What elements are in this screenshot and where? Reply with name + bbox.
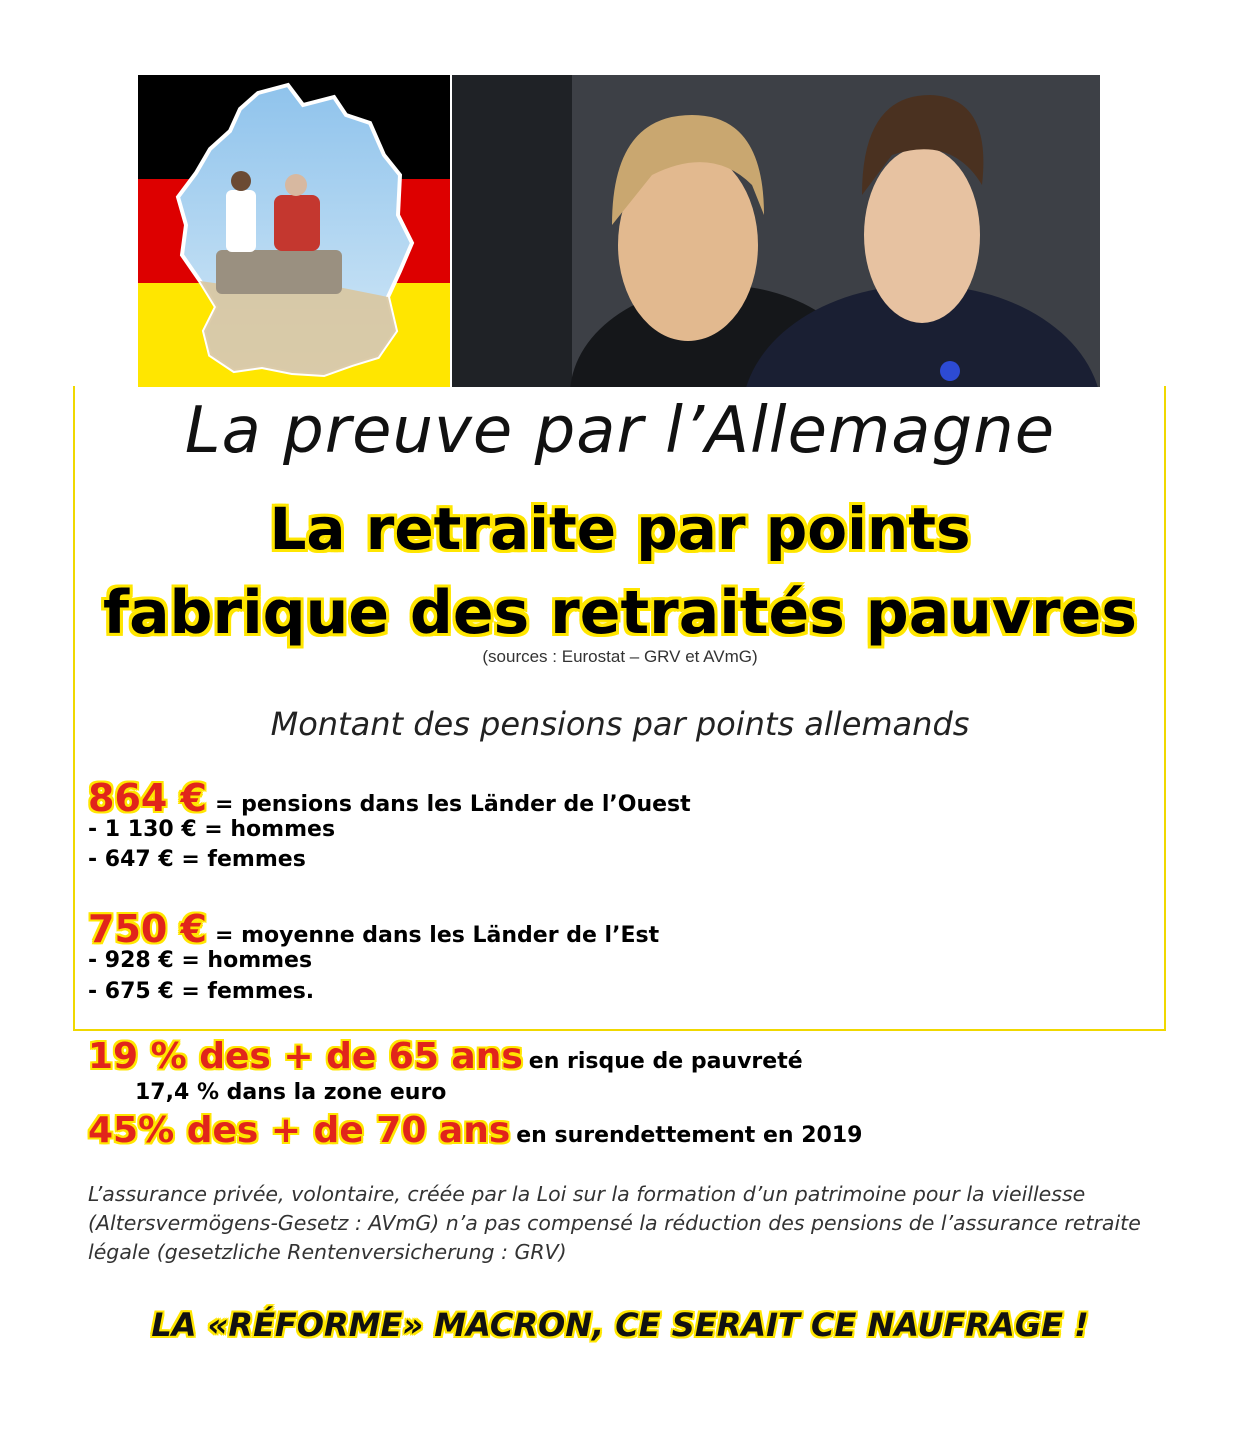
poverty-row	[88, 1036, 803, 1077]
hero-image-band	[138, 75, 1100, 387]
poverty-stat: 19 % des + de 65 ans	[88, 1036, 523, 1077]
conclusion-banner-text: LA «RÉFORME» MACRON, CE SERAIT CE NAUFRAGE !	[151, 1306, 1089, 1344]
germany-map-silhouette	[138, 75, 450, 387]
headline-line-1-text: La retraite par points	[269, 495, 971, 563]
merkel-macron-photo	[452, 75, 1100, 387]
photo-illustration	[452, 75, 1100, 387]
west-pension-row	[88, 776, 691, 820]
germany-map-flag-image	[138, 75, 450, 387]
headline-line-1	[0, 495, 1240, 563]
west-women: - 647 € = femmes	[88, 847, 306, 872]
east-pension-row	[88, 907, 659, 951]
headline-line-2	[0, 578, 1240, 648]
explanation-paragraph: L’assurance privée, volontaire, créée par la Loi sur la formation d’un patrimoine pour la vieillesse (Altersvermögens-Gesetz : AVmG) n’a pas compensé la réduction des pensions de l’assurance retraite légale (gesetzliche Rentenversicherung : GRV)	[88, 1182, 1141, 1264]
sources-note: (sources : Eurostat – GRV et AVmG)	[482, 647, 758, 666]
subtitle-text: Montant des pensions par points allemands	[270, 705, 970, 743]
east-label: = moyenne dans les Länder de l’Est	[215, 923, 660, 948]
east-women: - 675 € = femmes.	[88, 979, 315, 1004]
subtitle	[0, 705, 1240, 743]
west-label: = pensions dans les Länder de l’Ouest	[215, 792, 691, 817]
west-amount: 864 €	[88, 776, 207, 820]
conclusion-banner	[0, 1306, 1240, 1344]
debt-label: en surendettement en 2019	[516, 1123, 863, 1148]
headline-preuve	[0, 394, 1240, 468]
headline-line-2-text: fabrique des retraités pauvres	[102, 578, 1138, 648]
west-men: - 1 130 € = hommes	[88, 817, 336, 842]
east-men: - 928 € = hommes	[88, 948, 313, 973]
poverty-label: en risque de pauvreté	[528, 1049, 803, 1074]
euro-zone-stat: 17,4 % dans la zone euro	[135, 1080, 447, 1105]
debt-stat: 45% des + de 70 ans	[88, 1110, 511, 1151]
east-amount: 750 €	[88, 907, 207, 951]
headline-preuve-text: La preuve par l’Allemagne	[184, 394, 1056, 468]
debt-row	[88, 1110, 862, 1151]
